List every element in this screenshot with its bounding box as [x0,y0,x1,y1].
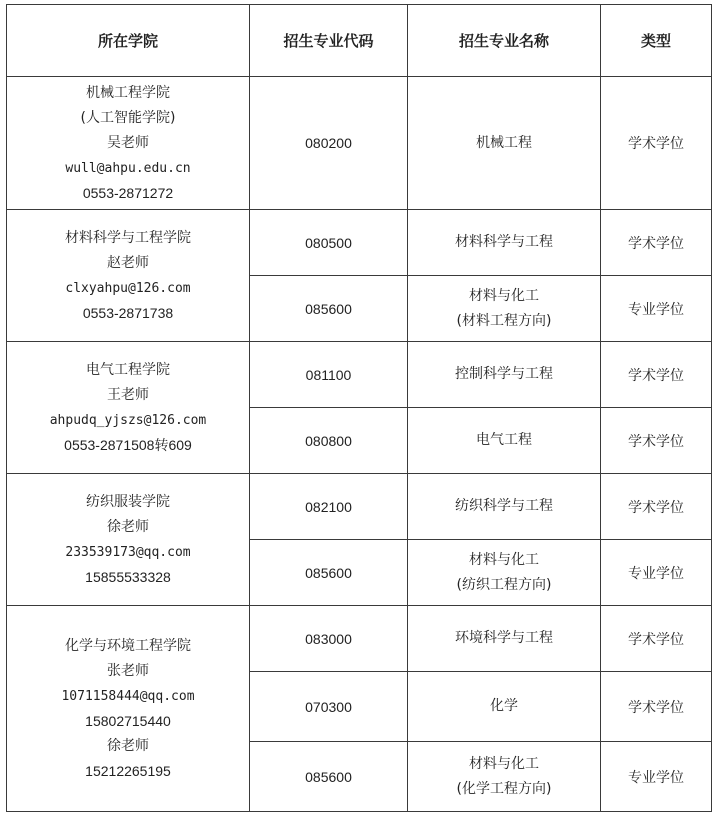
contact-name: 吴老师 [107,134,149,151]
program-type: 学术学位 [601,474,712,540]
contact-email: wull@ahpu.edu.cn [65,160,191,176]
program-type: 专业学位 [601,276,712,342]
contact-email: 1071158444@qq.com [61,688,195,704]
header-program-code: 招生专业代码 [250,5,408,77]
program-code: 085600 [250,540,408,606]
program-direction: (材料工程方向) [456,312,552,329]
contact-name: 张老师 [107,662,149,679]
contact-name: 王老师 [107,386,149,403]
college-cell [7,210,250,342]
program-code: 083000 [250,606,408,672]
contact-phone: 15855533328 [85,568,171,585]
college-name: 材料科学与工程学院 [65,229,191,246]
contact-phone: 0553-2871272 [82,184,174,201]
college-cell [7,606,250,812]
program-name-line: 控制科学与工程 [455,366,553,382]
program-name [408,540,601,606]
program-name [408,742,601,812]
program-name [408,342,601,408]
college-name: 纺织服装学院 [86,493,170,510]
admissions-table [6,4,712,812]
table-row [7,342,712,408]
program-name [408,408,601,474]
program-type: 学术学位 [601,342,712,408]
contact-phone-2: 15212265195 [85,762,171,779]
program-name [408,672,601,742]
program-name-line: 材料科学与工程 [455,234,553,250]
contact-email: 233539173@qq.com [65,544,191,560]
program-name [408,210,601,276]
program-code: 082100 [250,474,408,540]
program-code: 080800 [250,408,408,474]
program-name-line: 材料与化工 [469,551,539,568]
contact-email: ahpudq_yjszs@126.com [49,412,207,428]
program-type: 专业学位 [601,540,712,606]
table-row [7,474,712,540]
contact-phone: 0553-2871508转609 [64,436,192,453]
program-type: 学术学位 [601,672,712,742]
college-alt-name: (人工智能学院) [80,109,176,126]
program-name-line: 纺织科学与工程 [455,498,553,514]
contact-name: 赵老师 [107,254,149,271]
program-direction: (化学工程方向) [456,780,552,797]
program-code: 070300 [250,672,408,742]
contact-phone: 0553-2871738 [82,304,174,321]
program-name-line: 环境科学与工程 [455,630,553,646]
header-college: 所在学院 [7,5,250,77]
program-name [408,77,601,210]
table-row [7,606,712,672]
contact-phone: 15802715440 [85,712,171,729]
program-name-line: 电气工程 [476,432,532,448]
college-name: 化学与环境工程学院 [65,637,191,654]
program-code: 085600 [250,742,408,812]
college-name: 电气工程学院 [86,361,170,378]
program-name-line: 机械工程 [476,134,532,151]
header-row [7,5,712,77]
program-type: 学术学位 [601,210,712,276]
program-name-line: 材料与化工 [469,755,539,772]
program-type: 专业学位 [601,742,712,812]
program-type: 学术学位 [601,77,712,210]
contact-name-2: 徐老师 [107,737,149,754]
header-program-name: 招生专业名称 [408,5,601,77]
program-name-line: 材料与化工 [469,287,539,304]
contact-name: 徐老师 [107,518,149,535]
college-cell [7,474,250,606]
college-cell [7,342,250,474]
program-name [408,606,601,672]
program-direction: (纺织工程方向) [456,576,552,593]
program-type: 学术学位 [601,606,712,672]
program-type: 学术学位 [601,408,712,474]
college-cell [7,77,250,210]
table-row [7,210,712,276]
program-code: 085600 [250,276,408,342]
program-name [408,474,601,540]
program-name-line: 化学 [490,698,518,714]
contact-email: clxyahpu@126.com [65,280,191,296]
program-code: 080200 [250,77,408,210]
college-name: 机械工程学院 [86,84,170,101]
table-row [7,77,712,210]
admissions-table-wrapper [6,4,712,812]
program-code: 080500 [250,210,408,276]
program-name [408,276,601,342]
header-type: 类型 [601,5,712,77]
program-code: 081100 [250,342,408,408]
